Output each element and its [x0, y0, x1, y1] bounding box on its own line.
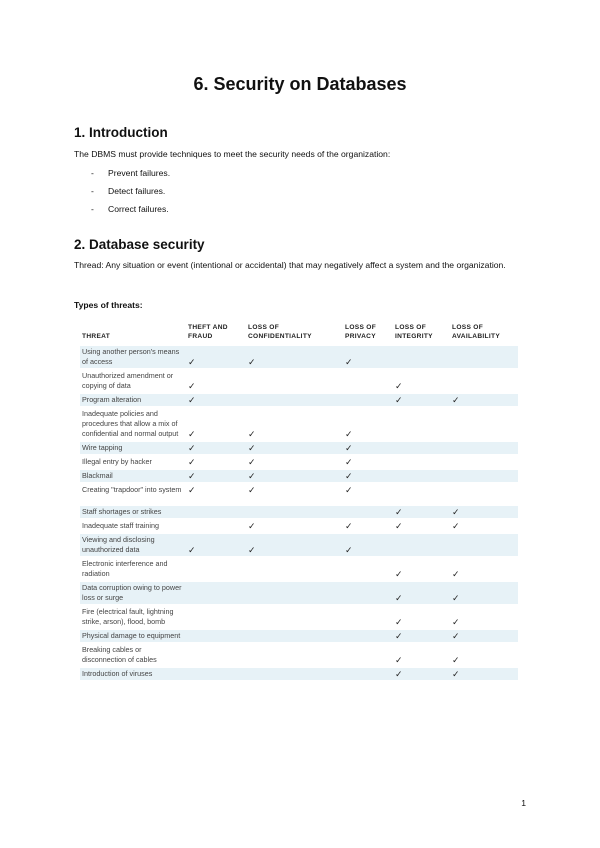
check-mark-icon: ✓ [186, 346, 246, 368]
check-mark-icon: ✓ [345, 457, 353, 467]
empty-cell [246, 394, 343, 406]
page-number: 1 [521, 798, 526, 808]
check-mark-icon: ✓ [393, 630, 450, 642]
check-mark-icon: ✓ [393, 506, 450, 518]
threat-cell: Inadequate staff training [82, 521, 159, 530]
check-mark-icon: ✓ [395, 617, 403, 627]
empty-cell [450, 470, 518, 482]
threat-cell: Illegal entry by hacker [82, 457, 152, 466]
check-mark-icon: ✓ [188, 381, 196, 391]
check-mark-icon: ✓ [450, 668, 518, 680]
check-mark-icon: ✓ [452, 521, 460, 531]
column-header: LOSS OF AVAILABILITY [452, 324, 501, 340]
empty-cell [246, 506, 343, 518]
threat-cell: Introduction of viruses [80, 668, 186, 680]
empty-cell [186, 506, 246, 518]
empty-cell [393, 442, 450, 454]
table-row [80, 456, 518, 468]
check-mark-icon: ✓ [395, 381, 403, 391]
table-row [80, 644, 518, 666]
check-mark-icon: ✓ [450, 630, 518, 642]
empty-cell [450, 370, 518, 392]
empty-cell [450, 484, 518, 496]
empty-cell [393, 456, 450, 468]
table-row [80, 484, 518, 496]
bullet-text: Prevent failures. [108, 168, 171, 178]
check-mark-icon: ✓ [343, 442, 393, 454]
table-row [80, 558, 518, 580]
threat-definition: Thread: Any situation or event (intentional or accidental) that may negatively affect a system and the organization. [74, 260, 506, 270]
empty-cell [450, 456, 518, 468]
threat-cell: Staff shortages or strikes [80, 506, 186, 518]
empty-cell [186, 630, 246, 642]
empty-cell [246, 606, 343, 628]
bullet-text: Detect failures. [108, 186, 166, 196]
empty-cell [450, 534, 518, 556]
empty-cell [246, 630, 343, 642]
check-mark-icon: ✓ [452, 617, 460, 627]
check-mark-icon: ✓ [188, 485, 196, 495]
empty-cell [246, 668, 343, 680]
empty-cell [343, 668, 393, 680]
table-spacer [80, 498, 518, 504]
empty-cell [343, 370, 393, 392]
check-mark-icon: ✓ [393, 582, 450, 604]
table-row [80, 506, 518, 518]
table-row [80, 346, 518, 368]
check-mark-icon: ✓ [452, 569, 460, 579]
check-mark-icon: ✓ [246, 534, 343, 556]
check-mark-icon: ✓ [452, 655, 460, 665]
table-row [80, 606, 518, 628]
check-mark-icon: ✓ [395, 521, 403, 531]
section-heading-introduction: 1. Introduction [74, 125, 168, 140]
empty-cell [343, 394, 393, 406]
check-mark-icon: ✓ [248, 457, 256, 467]
check-mark-icon: ✓ [450, 582, 518, 604]
empty-cell [393, 470, 450, 482]
table-row [80, 520, 518, 532]
empty-cell [246, 644, 343, 666]
threat-cell: Blackmail [80, 470, 186, 482]
column-header: THREAT [82, 333, 111, 340]
empty-cell [450, 408, 518, 440]
table-row [80, 582, 518, 604]
page-title: 6. Security on Databases [193, 74, 407, 94]
check-mark-icon: ✓ [450, 506, 518, 518]
column-header: LOSS OF INTEGRITY [395, 324, 433, 340]
threat-cell: Unauthorized amendment or copying of data [82, 371, 174, 390]
check-mark-icon: ✓ [345, 485, 353, 495]
empty-cell [186, 582, 246, 604]
check-mark-icon: ✓ [248, 429, 256, 439]
empty-cell [343, 630, 393, 642]
table-row [80, 442, 518, 454]
threat-cell: Data corruption owing to power loss or surge [80, 582, 186, 604]
check-mark-icon: ✓ [450, 394, 518, 406]
check-mark-icon: ✓ [186, 470, 246, 482]
threat-cell: Viewing and disclosing unauthorized data [80, 534, 186, 556]
column-header: THEFT AND FRAUD [188, 324, 228, 340]
check-mark-icon: ✓ [343, 470, 393, 482]
table-row [80, 470, 518, 482]
empty-cell [186, 520, 246, 532]
table-row [80, 534, 518, 556]
threat-cell: Inadequate policies and procedures that allow a mix of confidential and normal output [82, 409, 179, 438]
empty-cell [393, 408, 450, 440]
check-mark-icon: ✓ [393, 394, 450, 406]
check-mark-icon: ✓ [395, 569, 403, 579]
column-header: LOSS OF CONFIDENTIALITY [248, 324, 312, 340]
threat-cell: Physical damage to equipment [80, 630, 186, 642]
check-mark-icon: ✓ [343, 346, 393, 368]
check-mark-icon: ✓ [186, 534, 246, 556]
check-mark-icon: ✓ [248, 485, 256, 495]
empty-cell [246, 370, 343, 392]
column-header: LOSS OF PRIVACY [345, 324, 377, 340]
empty-cell [393, 346, 450, 368]
table-row [80, 408, 518, 440]
check-mark-icon: ✓ [188, 429, 196, 439]
check-mark-icon: ✓ [246, 442, 343, 454]
threat-cell: Breaking cables or disconnection of cables [82, 645, 157, 664]
check-mark-icon: ✓ [246, 470, 343, 482]
threat-cell: Wire tapping [80, 442, 186, 454]
empty-cell [186, 558, 246, 580]
check-mark-icon: ✓ [393, 668, 450, 680]
empty-cell [343, 606, 393, 628]
section-heading-database-security: 2. Database security [74, 237, 205, 252]
empty-cell [450, 346, 518, 368]
threats-subheading: Types of threats: [74, 300, 143, 310]
threat-cell: Creating "trapdoor" into system [82, 485, 182, 494]
table-row [80, 394, 518, 406]
empty-cell [343, 582, 393, 604]
intro-paragraph: The DBMS must provide techniques to meet the security needs of the organization: [74, 149, 391, 159]
bullet-text: Correct failures. [108, 204, 169, 214]
bullet-item [91, 186, 165, 196]
check-mark-icon: ✓ [186, 394, 246, 406]
empty-cell [186, 644, 246, 666]
threat-cell: Electronic interference and radiation [82, 559, 168, 578]
threat-cell: Program alteration [80, 394, 186, 406]
empty-cell [343, 506, 393, 518]
check-mark-icon: ✓ [395, 655, 403, 665]
table-header-row [80, 323, 518, 344]
threats-table [80, 321, 518, 682]
bullet-item [91, 204, 169, 214]
check-mark-icon: ✓ [343, 534, 393, 556]
empty-cell [246, 582, 343, 604]
table-row [80, 630, 518, 642]
table-row [80, 370, 518, 392]
check-mark-icon: ✓ [188, 457, 196, 467]
threat-cell: Fire (electrical fault, lightning strike, arson), flood, bomb [82, 607, 174, 626]
check-mark-icon: ✓ [345, 521, 353, 531]
empty-cell [186, 668, 246, 680]
empty-cell [393, 484, 450, 496]
bullet-item [91, 168, 170, 178]
check-mark-icon: ✓ [246, 346, 343, 368]
bullet-marker: - [91, 204, 94, 214]
check-mark-icon: ✓ [248, 521, 256, 531]
empty-cell [246, 558, 343, 580]
table-row [80, 668, 518, 680]
empty-cell [450, 442, 518, 454]
bullet-marker: - [91, 168, 94, 178]
empty-cell [343, 558, 393, 580]
check-mark-icon: ✓ [345, 429, 353, 439]
threat-cell: Using another person's means of access [80, 346, 186, 368]
empty-cell [186, 606, 246, 628]
empty-cell [393, 534, 450, 556]
empty-cell [343, 644, 393, 666]
check-mark-icon: ✓ [186, 442, 246, 454]
bullet-marker: - [91, 186, 94, 196]
